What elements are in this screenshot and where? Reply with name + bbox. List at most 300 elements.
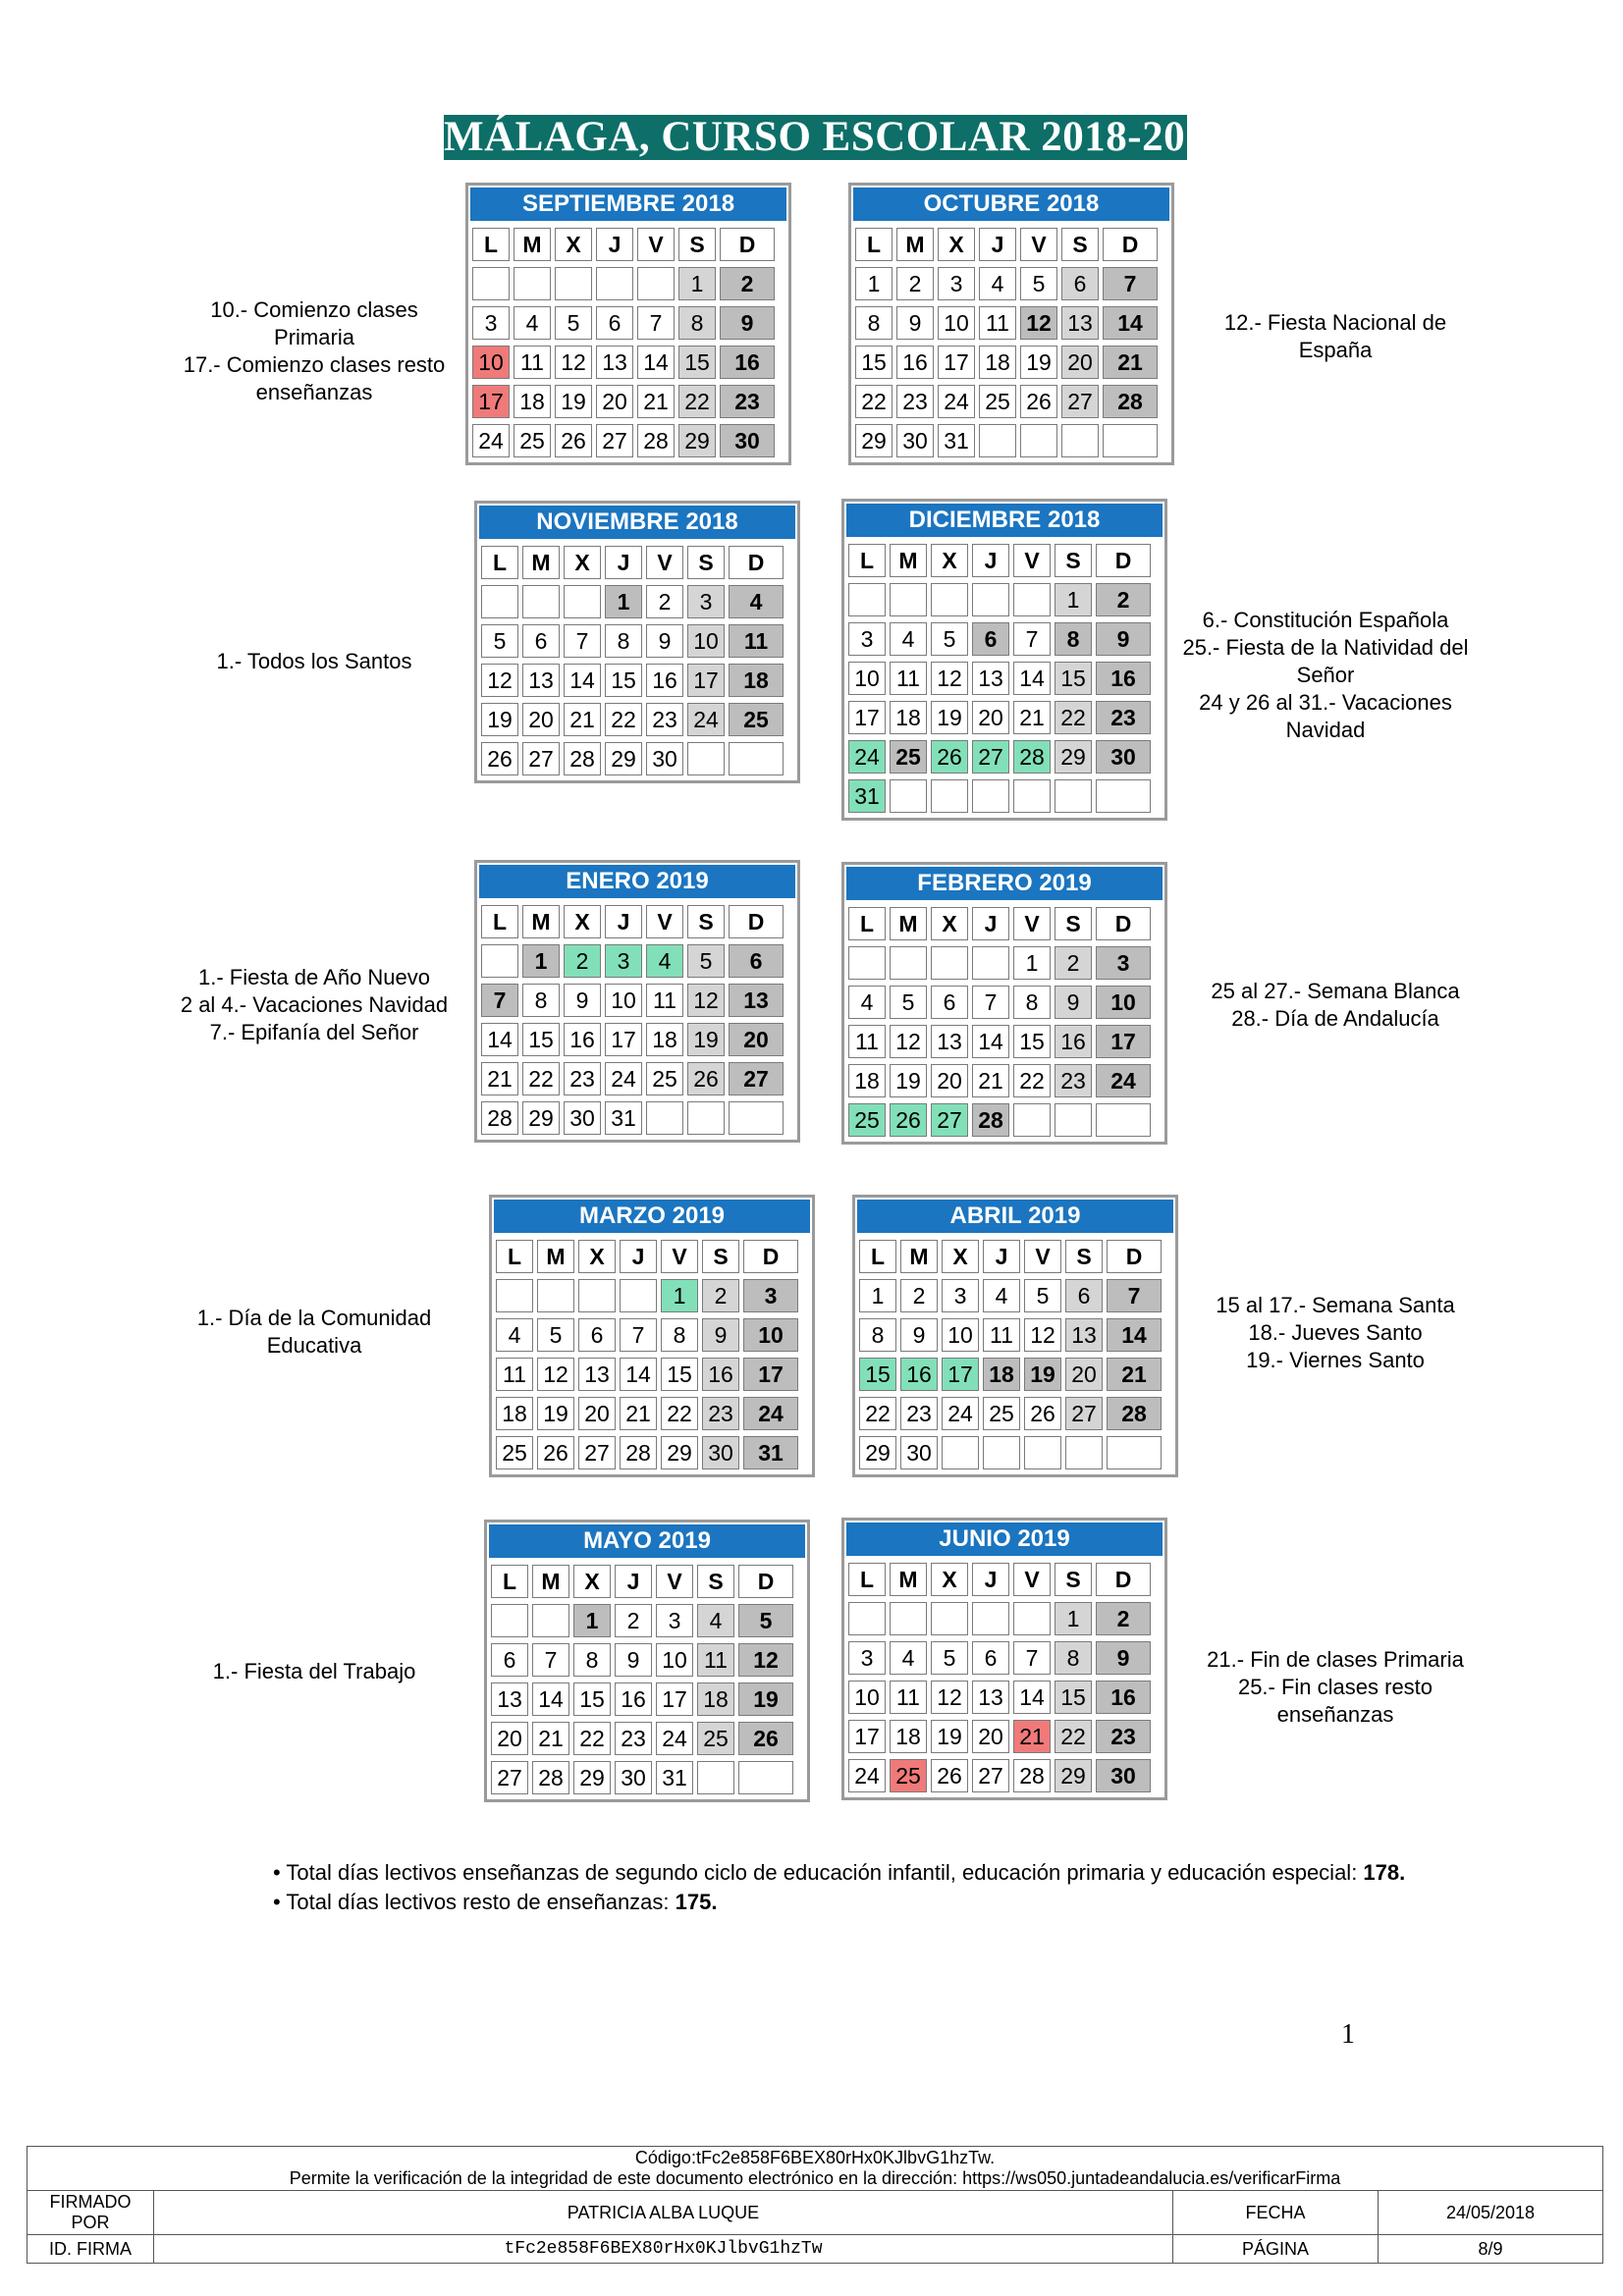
- day-cell: 17: [942, 1358, 979, 1391]
- day-cell: 4: [890, 1641, 927, 1675]
- day-cell: 24: [942, 1397, 979, 1430]
- week-row: [470, 303, 786, 343]
- day-cell: 11: [890, 662, 927, 695]
- day-cell: 14: [481, 1023, 518, 1056]
- day-cell: 17: [938, 346, 975, 379]
- week-row: [479, 941, 795, 981]
- weekday-label: V: [1013, 544, 1051, 577]
- week-row: [470, 382, 786, 421]
- day-cell: 1: [1055, 583, 1092, 616]
- day-cell: 26: [481, 742, 518, 775]
- month-title: OCTUBRE 2018: [853, 187, 1169, 221]
- weekday-label: D: [1107, 1240, 1162, 1273]
- week-row: [857, 1394, 1173, 1433]
- empty-cell: [472, 267, 510, 300]
- empty-cell: [972, 779, 1009, 813]
- day-cell: 20: [729, 1023, 784, 1056]
- day-cell: 5: [481, 624, 518, 658]
- empty-cell: [890, 946, 927, 980]
- day-cell: 6: [972, 622, 1009, 656]
- empty-cell: [496, 1279, 533, 1312]
- day-cell: 17: [1096, 1025, 1151, 1058]
- day-cell: 12: [537, 1358, 574, 1391]
- day-cell: 15: [1055, 1681, 1092, 1714]
- empty-cell: [848, 946, 886, 980]
- empty-cell: [1024, 1436, 1061, 1469]
- pagina-label: PÁGINA: [1173, 2235, 1379, 2264]
- day-cell: 14: [1013, 1681, 1051, 1714]
- day-cell: 12: [738, 1643, 793, 1677]
- day-cell: 21: [972, 1064, 1009, 1097]
- day-cell: 24: [656, 1722, 693, 1755]
- day-cell: 18: [983, 1358, 1020, 1391]
- day-cell: 25: [848, 1103, 886, 1137]
- day-cell: 14: [564, 664, 601, 697]
- weekday-label: L: [496, 1240, 533, 1273]
- day-cell: 22: [1013, 1064, 1051, 1097]
- day-cell: 10: [743, 1318, 798, 1352]
- month-note: 15 al 17.- Semana Santa 18.- Jueves Santo 19.- Viernes Santo: [1216, 1293, 1455, 1372]
- day-cell: 21: [1013, 701, 1051, 734]
- day-cell: 3: [848, 1641, 886, 1675]
- day-cell: 28: [1103, 385, 1158, 418]
- weekday-label: M: [537, 1240, 574, 1273]
- day-cell: 11: [514, 346, 551, 379]
- day-cell: 7: [532, 1643, 569, 1677]
- day-cell: 7: [1107, 1279, 1162, 1312]
- day-cell: 18: [890, 1720, 927, 1753]
- weekday-label: M: [514, 228, 551, 261]
- month-title: MARZO 2019: [494, 1200, 810, 1233]
- day-cell: 6: [596, 306, 633, 340]
- day-cell: 2: [720, 267, 775, 300]
- weekday-label: D: [738, 1565, 793, 1598]
- month-calendar: [852, 1195, 1178, 1477]
- empty-cell: [1065, 1436, 1103, 1469]
- weekday-label: V: [1013, 1563, 1051, 1596]
- empty-cell: [848, 583, 886, 616]
- id-firma-label: ID. FIRMA: [27, 2235, 154, 2264]
- day-cell: 23: [702, 1397, 739, 1430]
- day-cell: 20: [972, 1720, 1009, 1753]
- weekday-label: D: [729, 546, 784, 579]
- day-cell: 15: [573, 1682, 611, 1716]
- day-cell: 8: [605, 624, 642, 658]
- day-cell: 12: [555, 346, 592, 379]
- day-cell: 17: [848, 701, 886, 734]
- day-cell: 16: [615, 1682, 652, 1716]
- empty-cell: [481, 585, 518, 618]
- day-cell: 24: [605, 1062, 642, 1095]
- week-row: [846, 983, 1163, 1022]
- day-cell: 27: [1061, 385, 1099, 418]
- day-cell: 1: [605, 585, 642, 618]
- day-cell: 23: [1096, 701, 1151, 734]
- day-cell: 11: [697, 1643, 734, 1677]
- day-cell: 11: [890, 1681, 927, 1714]
- day-cell: 14: [637, 346, 675, 379]
- weekday-label: V: [637, 228, 675, 261]
- day-cell: 1: [859, 1279, 896, 1312]
- day-cell: 22: [1055, 1720, 1092, 1753]
- day-cell: 15: [1013, 1025, 1051, 1058]
- weekday-header-row: [470, 225, 786, 264]
- empty-cell: [596, 267, 633, 300]
- week-row: [489, 1719, 805, 1758]
- day-cell: 20: [931, 1064, 968, 1097]
- day-cell: 19: [931, 1720, 968, 1753]
- weekday-label: S: [1055, 907, 1092, 940]
- empty-cell: [564, 585, 601, 618]
- month-calendar: [489, 1195, 815, 1477]
- empty-cell: [1013, 583, 1051, 616]
- empty-cell: [1055, 1103, 1092, 1137]
- day-cell: 13: [491, 1682, 528, 1716]
- week-row: [479, 700, 795, 739]
- day-cell: 19: [1020, 346, 1057, 379]
- month-note: 1.- Todos los Santos: [216, 649, 412, 673]
- weekday-label: J: [605, 905, 642, 938]
- day-cell: 2: [702, 1279, 739, 1312]
- weekday-label: S: [702, 1240, 739, 1273]
- day-cell: 23: [896, 385, 934, 418]
- day-cell: 27: [491, 1761, 528, 1794]
- day-cell: 7: [637, 306, 675, 340]
- day-cell: 17: [605, 1023, 642, 1056]
- weekday-label: L: [848, 544, 886, 577]
- weekday-header-row: [846, 904, 1163, 943]
- day-cell: 23: [646, 703, 683, 736]
- month-note: 1.- Día de la Comunidad Educativa: [196, 1306, 432, 1358]
- empty-cell: [1103, 424, 1158, 457]
- day-cell: 28: [532, 1761, 569, 1794]
- day-cell: 3: [472, 306, 510, 340]
- month-calendar: [848, 183, 1174, 465]
- day-cell: 30: [564, 1101, 601, 1135]
- day-cell: 25: [983, 1397, 1020, 1430]
- weekday-label: X: [564, 546, 601, 579]
- day-cell: 17: [687, 664, 725, 697]
- empty-cell: [514, 267, 551, 300]
- weekday-label: X: [931, 907, 968, 940]
- week-row: [494, 1394, 810, 1433]
- signature-footer: [27, 2146, 1603, 2264]
- weekday-label: J: [620, 1240, 657, 1273]
- day-cell: 2: [615, 1604, 652, 1637]
- day-cell: 18: [697, 1682, 734, 1716]
- day-cell: 1: [678, 267, 716, 300]
- empty-cell: [578, 1279, 616, 1312]
- day-cell: 22: [605, 703, 642, 736]
- day-cell: 24: [743, 1397, 798, 1430]
- empty-cell: [729, 1101, 784, 1135]
- day-cell: 18: [496, 1397, 533, 1430]
- day-cell: 17: [743, 1358, 798, 1391]
- month-note: 21.- Fin de clases Primaria 25.- Fin clases resto enseñanzas: [1207, 1647, 1464, 1727]
- empty-cell: [687, 1101, 725, 1135]
- day-cell: 14: [1013, 662, 1051, 695]
- day-cell: 13: [972, 662, 1009, 695]
- day-cell: 24: [848, 1759, 886, 1792]
- day-cell: 9: [1096, 622, 1151, 656]
- weekday-label: J: [596, 228, 633, 261]
- day-cell: 19: [931, 701, 968, 734]
- verification-code: Código:tFc2e858F6BEX80rHx0KJlbvG1hzTw.: [634, 2148, 996, 2167]
- empty-cell: [890, 1602, 927, 1635]
- day-cell: 11: [848, 1025, 886, 1058]
- empty-cell: [637, 267, 675, 300]
- day-cell: 27: [972, 740, 1009, 774]
- day-cell: 3: [687, 585, 725, 618]
- week-row: [853, 264, 1169, 303]
- week-row: [489, 1601, 805, 1640]
- day-cell: 10: [1096, 986, 1151, 1019]
- day-cell: 11: [646, 984, 683, 1017]
- weekday-label: S: [687, 905, 725, 938]
- weekday-label: J: [972, 907, 1009, 940]
- month-calendar: [841, 1518, 1167, 1800]
- day-cell: 26: [1020, 385, 1057, 418]
- week-row: [489, 1680, 805, 1719]
- day-cell: 21: [620, 1397, 657, 1430]
- day-cell: 27: [1065, 1397, 1103, 1430]
- day-cell: 2: [1096, 1602, 1151, 1635]
- day-cell: 13: [931, 1025, 968, 1058]
- week-row: [470, 421, 786, 460]
- day-cell: 15: [1055, 662, 1092, 695]
- day-cell: 2: [1055, 946, 1092, 980]
- day-cell: 17: [848, 1720, 886, 1753]
- month-calendar: [484, 1520, 810, 1802]
- weekday-label: X: [578, 1240, 616, 1273]
- day-cell: 16: [564, 1023, 601, 1056]
- weekday-label: L: [855, 228, 893, 261]
- weekday-label: D: [743, 1240, 798, 1273]
- day-cell: 27: [578, 1436, 616, 1469]
- day-cell: 30: [1096, 1759, 1151, 1792]
- day-cell: 8: [522, 984, 560, 1017]
- week-row: [479, 621, 795, 661]
- day-cell: 1: [661, 1279, 698, 1312]
- empty-cell: [537, 1279, 574, 1312]
- day-cell: 6: [522, 624, 560, 658]
- day-cell: 16: [702, 1358, 739, 1391]
- day-cell: 26: [890, 1103, 927, 1137]
- weekday-header-row: [853, 225, 1169, 264]
- day-cell: 15: [859, 1358, 896, 1391]
- day-cell: 23: [615, 1722, 652, 1755]
- verification-url: Permite la verificación de la integridad de este documento electrónico en la dirección: https://ws050.juntadeandalucia.es/verificarFirma: [289, 2168, 1341, 2188]
- weekday-label: J: [972, 544, 1009, 577]
- day-cell: 4: [697, 1604, 734, 1637]
- empty-cell: [931, 946, 968, 980]
- weekday-label: S: [678, 228, 716, 261]
- week-row: [479, 1059, 795, 1098]
- day-cell: 23: [564, 1062, 601, 1095]
- day-cell: 30: [702, 1436, 739, 1469]
- day-cell: 24: [687, 703, 725, 736]
- weekday-label: J: [979, 228, 1016, 261]
- month-title: NOVIEMBRE 2018: [479, 506, 795, 539]
- day-cell: 6: [1065, 1279, 1103, 1312]
- day-cell: 22: [678, 385, 716, 418]
- day-cell: 8: [859, 1318, 896, 1352]
- day-cell: 9: [646, 624, 683, 658]
- day-cell: 20: [972, 701, 1009, 734]
- week-row: [846, 776, 1163, 816]
- day-cell: 27: [931, 1103, 968, 1137]
- month-title: SEPTIEMBRE 2018: [470, 187, 786, 221]
- day-cell: 25: [646, 1062, 683, 1095]
- day-cell: 27: [596, 424, 633, 457]
- week-row: [494, 1276, 810, 1315]
- day-cell: 29: [678, 424, 716, 457]
- day-cell: 12: [687, 984, 725, 1017]
- empty-cell: [481, 944, 518, 978]
- week-row: [846, 580, 1163, 619]
- empty-cell: [890, 583, 927, 616]
- day-cell: 12: [931, 1681, 968, 1714]
- day-cell: 3: [1096, 946, 1151, 980]
- weekday-label: L: [472, 228, 510, 261]
- day-cell: 5: [537, 1318, 574, 1352]
- day-cell: 28: [564, 742, 601, 775]
- day-cell: 5: [1020, 267, 1057, 300]
- day-cell: 24: [1096, 1064, 1151, 1097]
- day-cell: 29: [573, 1761, 611, 1794]
- weekday-label: S: [1065, 1240, 1103, 1273]
- day-cell: 3: [942, 1279, 979, 1312]
- day-cell: 9: [900, 1318, 938, 1352]
- day-cell: 10: [656, 1643, 693, 1677]
- day-cell: 1: [855, 267, 893, 300]
- day-cell: 5: [1024, 1279, 1061, 1312]
- weekday-label: V: [1024, 1240, 1061, 1273]
- weekday-label: X: [555, 228, 592, 261]
- day-cell: 5: [738, 1604, 793, 1637]
- day-cell: 2: [1096, 583, 1151, 616]
- day-cell: 9: [615, 1643, 652, 1677]
- day-cell: 21: [1103, 346, 1158, 379]
- day-cell: 10: [472, 346, 510, 379]
- day-cell: 1: [1013, 946, 1051, 980]
- day-cell: 4: [890, 622, 927, 656]
- weekday-label: S: [1061, 228, 1099, 261]
- day-cell: 3: [743, 1279, 798, 1312]
- weekday-label: D: [1096, 544, 1151, 577]
- day-cell: 16: [1096, 662, 1151, 695]
- empty-cell: [646, 1101, 683, 1135]
- day-cell: 16: [720, 346, 775, 379]
- day-cell: 2: [646, 585, 683, 618]
- firmado-label: FIRMADO POR: [27, 2191, 154, 2235]
- week-row: [846, 1100, 1163, 1140]
- day-cell: 26: [931, 740, 968, 774]
- day-cell: 8: [855, 306, 893, 340]
- empty-cell: [491, 1604, 528, 1637]
- weekday-label: L: [491, 1565, 528, 1598]
- day-cell: 15: [605, 664, 642, 697]
- day-cell: 9: [564, 984, 601, 1017]
- day-cell: 14: [532, 1682, 569, 1716]
- empty-cell: [1096, 1103, 1151, 1137]
- month-title: MAYO 2019: [489, 1524, 805, 1558]
- week-row: [846, 1678, 1163, 1717]
- day-cell: 15: [522, 1023, 560, 1056]
- weekday-label: X: [938, 228, 975, 261]
- empty-cell: [848, 1602, 886, 1635]
- day-cell: 21: [637, 385, 675, 418]
- weekday-label: L: [848, 907, 886, 940]
- day-cell: 24: [848, 740, 886, 774]
- day-cell: 17: [472, 385, 510, 418]
- day-cell: 8: [1013, 986, 1051, 1019]
- week-row: [479, 582, 795, 621]
- day-cell: 29: [1055, 1759, 1092, 1792]
- day-cell: 20: [491, 1722, 528, 1755]
- day-cell: 3: [605, 944, 642, 978]
- month-title: FEBRERO 2019: [846, 867, 1163, 900]
- day-cell: 27: [522, 742, 560, 775]
- empty-cell: [1013, 1103, 1051, 1137]
- weekday-header-row: [846, 541, 1163, 580]
- weekday-label: J: [605, 546, 642, 579]
- week-row: [846, 1756, 1163, 1795]
- day-cell: 30: [720, 424, 775, 457]
- day-cell: 21: [1107, 1358, 1162, 1391]
- week-row: [846, 1599, 1163, 1638]
- day-cell: 31: [743, 1436, 798, 1469]
- empty-cell: [1020, 424, 1057, 457]
- month-title: JUNIO 2019: [846, 1522, 1163, 1556]
- weekday-label: M: [890, 907, 927, 940]
- empty-cell: [522, 585, 560, 618]
- week-row: [489, 1758, 805, 1797]
- empty-cell: [983, 1436, 1020, 1469]
- day-cell: 15: [855, 346, 893, 379]
- verification-info: [27, 2147, 1603, 2191]
- day-cell: 25: [979, 385, 1016, 418]
- weekday-label: L: [848, 1563, 886, 1596]
- weekday-label: S: [687, 546, 725, 579]
- day-cell: 28: [620, 1436, 657, 1469]
- day-cell: 16: [896, 346, 934, 379]
- day-cell: 9: [1055, 986, 1092, 1019]
- day-cell: 24: [472, 424, 510, 457]
- day-cell: 22: [573, 1722, 611, 1755]
- day-cell: 28: [1013, 1759, 1051, 1792]
- day-cell: 1: [522, 944, 560, 978]
- day-cell: 1: [573, 1604, 611, 1637]
- day-cell: 21: [532, 1722, 569, 1755]
- week-row: [853, 421, 1169, 460]
- day-cell: 16: [1096, 1681, 1151, 1714]
- week-row: [846, 1061, 1163, 1100]
- week-row: [846, 943, 1163, 983]
- day-cell: 2: [896, 267, 934, 300]
- empty-cell: [931, 1602, 968, 1635]
- month-calendar: [474, 501, 800, 783]
- day-cell: 5: [931, 1641, 968, 1675]
- day-cell: 11: [979, 306, 1016, 340]
- day-cell: 11: [496, 1358, 533, 1391]
- day-cell: 10: [942, 1318, 979, 1352]
- week-row: [494, 1433, 810, 1472]
- empty-cell: [931, 779, 968, 813]
- week-row: [479, 661, 795, 700]
- day-cell: 25: [514, 424, 551, 457]
- day-cell: 29: [605, 742, 642, 775]
